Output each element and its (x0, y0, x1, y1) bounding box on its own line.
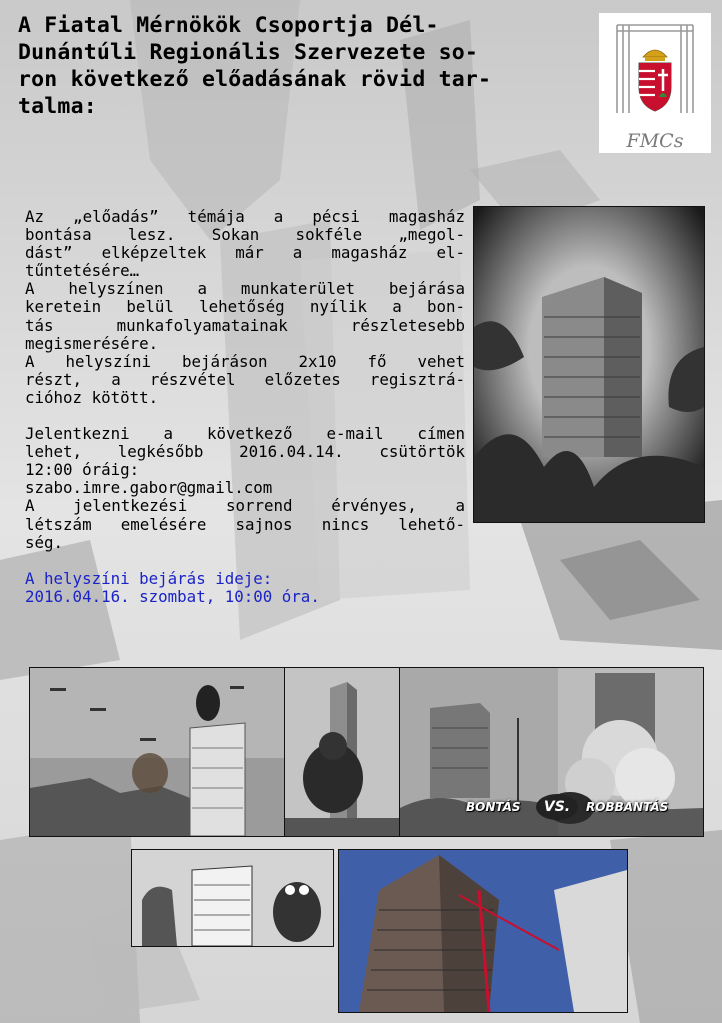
email-address[interactable]: szabo.imre.gabor@gmail.com (25, 478, 273, 498)
kingkong-collage-photo (29, 667, 286, 837)
title-line: ron következő előadásának rövid tar- (18, 67, 492, 92)
title-line: A Fiatal Mérnökök Csoportja Dél- (18, 13, 439, 38)
text-line: Jelentkezni a következő e-mail címen (25, 424, 465, 444)
versus-right-label: ROBBANTÁS (586, 800, 669, 814)
text-line: A helyszíni bejáráson 2x10 fő vehet (25, 351, 465, 371)
visit-date-value: 2016.04.16. szombat, 10:00 óra. (25, 586, 320, 606)
text-line: Az „előadás” témája a pécsi magasház (25, 207, 465, 226)
text-line: dást” elképzeltek már a magasház el- (25, 243, 465, 263)
fmcs-logo (599, 13, 711, 153)
text-line: részt, a részvétel előzetes regisztrá- (25, 369, 465, 389)
title-line: Dunántúli Regionális Szervezete so- (18, 40, 479, 65)
text-line: tűntetésére… (25, 261, 140, 281)
text-line: cióhoz kötött. (25, 387, 159, 407)
text-line: A jelentkezési sorrend érvényes, a (25, 496, 465, 516)
description (25, 208, 465, 606)
tower-photo (473, 206, 705, 523)
versus-badge: VS. (536, 794, 578, 820)
text-line: keretein belül lehetőség nyílik a bon- (25, 297, 465, 317)
cartoon-photo (131, 849, 334, 947)
crane-tower-photo (338, 849, 628, 1013)
logo-text: FMCs (626, 130, 684, 152)
text-line: megismerésére. (25, 333, 159, 353)
versus-left-label: BONTÁS (466, 800, 521, 814)
text-line: ség. (25, 532, 64, 552)
page-title (18, 12, 588, 120)
text-line: létszám emelésére sajnos nincs lehető- (25, 514, 465, 534)
text-line: lehet, legkésőbb 2016.04.14. csütörtök (25, 442, 465, 462)
text-line: A helyszínen a munkaterület bejárása (25, 279, 465, 299)
title-line: talma: (18, 94, 97, 119)
text-line: bontása lesz. Sokan sokféle „megol- (25, 225, 465, 245)
versus-banner (466, 796, 676, 818)
visit-date-label: A helyszíni bejárás ideje: (25, 568, 273, 588)
text-line: 12:00 óráig: (25, 460, 140, 480)
gorilla-photo (284, 667, 401, 837)
text-line: tás munkafolyamatainak részletesebb (25, 315, 465, 335)
